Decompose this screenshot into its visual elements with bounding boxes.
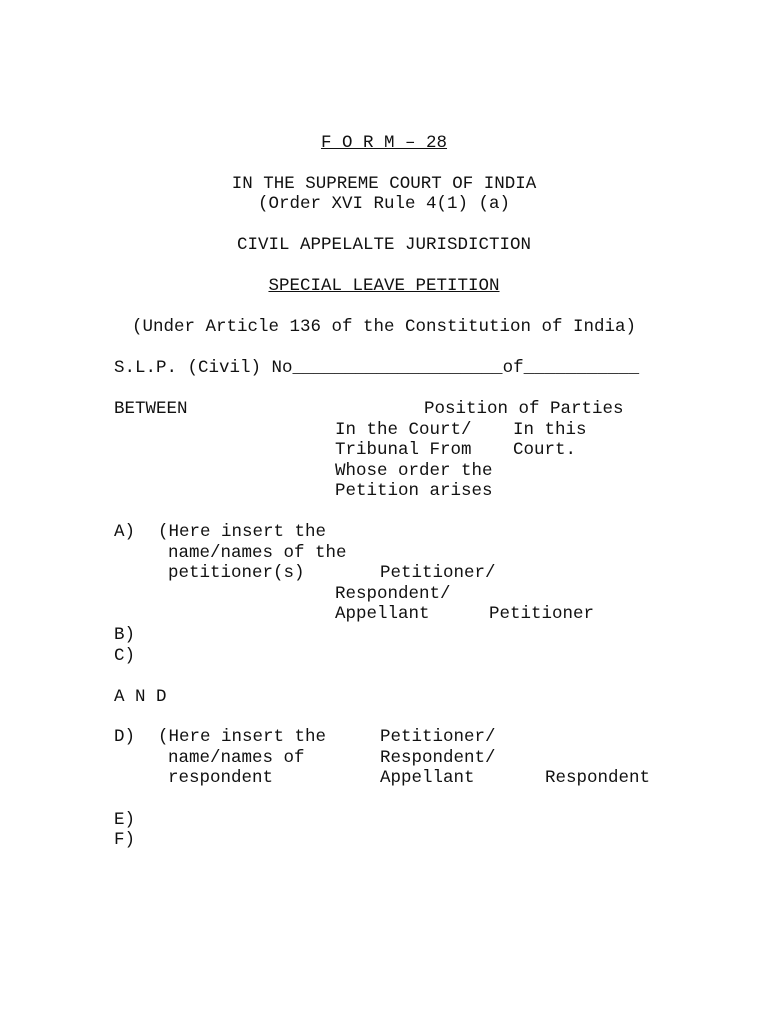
party-label-e: E) (114, 810, 136, 830)
form-title: F O R M – 28 (320, 133, 448, 153)
respondent-position-line: Petitioner/ (380, 727, 496, 747)
petitioner-instruction-line: name/names of the (168, 543, 347, 563)
slp-number-line: S.L.P. (Civil) No____________________of___________ (114, 358, 640, 378)
petitioner-instruction-line: (Here insert the (158, 522, 327, 542)
petitioner-instruction-line: petitioner(s) (168, 563, 305, 583)
respondent-instruction-line: name/names of (168, 748, 305, 768)
respondent-instruction-line: (Here insert the (158, 727, 327, 747)
respondent-this-court: Respondent (545, 768, 651, 788)
respondent-instruction-line: respondent (168, 768, 274, 788)
this-court-column-line: Court. (513, 440, 577, 460)
article-reference: (Under Article 136 of the Constitution of India) (131, 317, 637, 337)
petition-type: SPECIAL LEAVE PETITION (268, 276, 500, 296)
petitioner-position-line: Appellant (335, 604, 430, 624)
party-label-a: A) (114, 522, 136, 542)
party-label-c: C) (114, 646, 136, 666)
court-column-line: Tribunal From (335, 440, 472, 460)
party-label-b: B) (114, 625, 136, 645)
court-column-line: In the Court/ (335, 420, 472, 440)
party-label-f: F) (114, 830, 136, 850)
court-column-line: Petition arises (335, 481, 493, 501)
respondent-position-line: Respondent/ (380, 748, 496, 768)
this-court-column-line: In this (513, 420, 587, 440)
petitioner-position-line: Petitioner/ (380, 563, 496, 583)
order-reference: (Order XVI Rule 4(1) (a) (257, 194, 511, 214)
between-label: BETWEEN (114, 399, 188, 419)
court-name: IN THE SUPREME COURT OF INDIA (231, 174, 537, 194)
position-of-parties-heading: Position of Parties (424, 399, 624, 419)
jurisdiction: CIVIL APPELALTE JURISDICTION (236, 235, 532, 255)
party-label-d: D) (114, 727, 136, 747)
respondent-position-line: Appellant (380, 768, 475, 788)
petitioner-position-line: Respondent/ (335, 584, 451, 604)
petitioner-this-court: Petitioner (489, 604, 595, 624)
court-column-line: Whose order the (335, 461, 493, 481)
and-separator: A N D (114, 687, 167, 707)
